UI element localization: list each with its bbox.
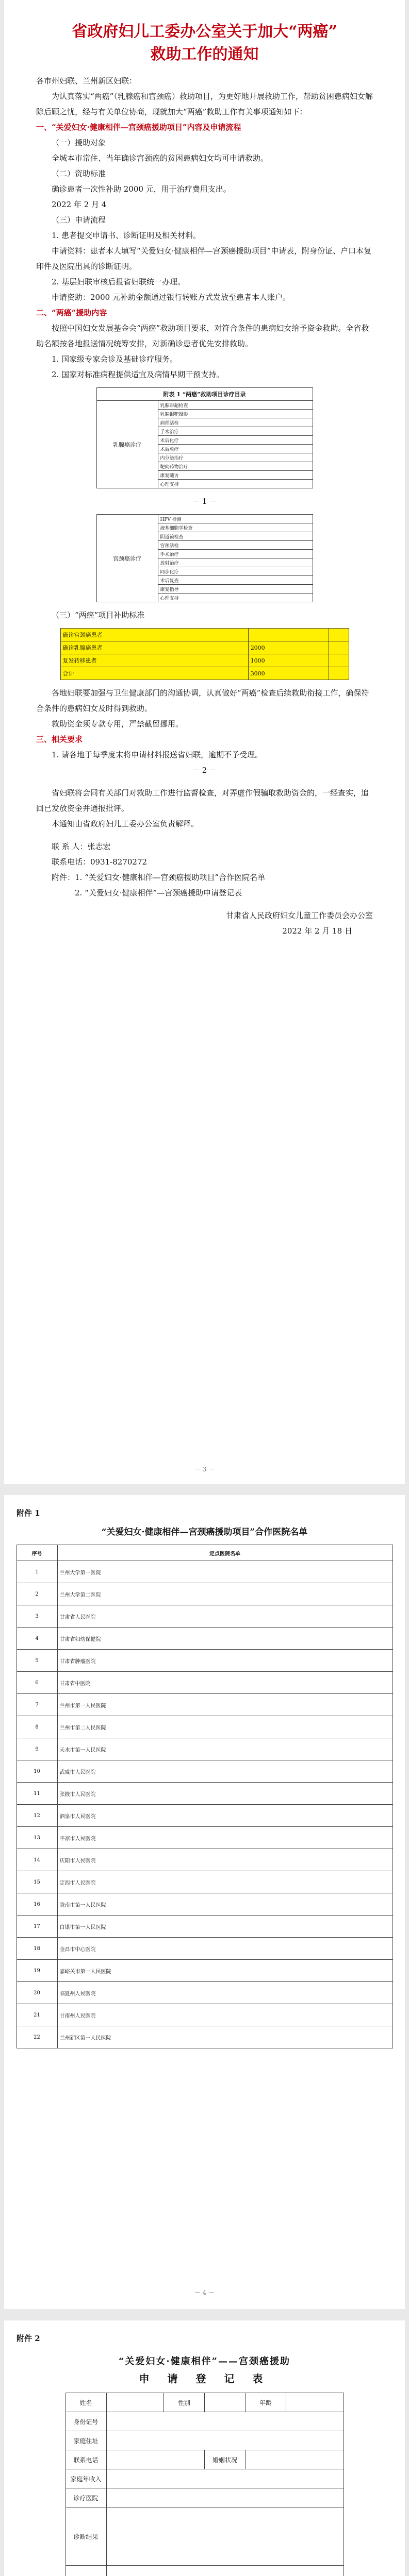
subheading: （三）“两癌”项目补助标准	[52, 611, 145, 620]
hospital-table	[17, 1545, 393, 2048]
table-cell: 心理支持	[158, 594, 313, 602]
table-cell: HPV 检测	[158, 515, 313, 523]
annex-label: 附件 2	[17, 2334, 40, 2343]
annex1-page	[4, 1495, 405, 2309]
table-cell: 酒泉市人民医院	[57, 1805, 392, 1827]
category-cell: 宫颈癌诊疗	[96, 515, 158, 602]
table-row: 17 白银市第一人民医院	[17, 1916, 392, 1938]
table-cell: 1000	[248, 654, 329, 667]
table-row: 19 嘉峪关市第一人民医院	[17, 1960, 392, 1982]
diagnosis-table	[96, 514, 313, 602]
table-cell	[329, 629, 349, 641]
phone-field[interactable]	[106, 2450, 205, 2469]
table-cell: 3000	[248, 667, 329, 680]
table-cell: 确诊乳腺癌患者	[60, 641, 248, 654]
field-label: 家庭年收入	[66, 2469, 106, 2488]
table-cell: 确诊宫颈癌患者	[60, 629, 248, 641]
income-field[interactable]	[106, 2469, 343, 2488]
field-label	[66, 2566, 106, 2576]
table-cell: 阴道镜检查	[158, 532, 313, 541]
paragraph: 按照中国妇女发展基金会“两癌”救助项目要求，对符合条件的患病妇女给予资金救助。全省救助名额按各地报送情况统筹安排，对新确诊患者优先安排救助。	[36, 324, 369, 348]
paragraph: 确诊患者一次性补助 2000 元，用于治疗费用支出。	[52, 184, 231, 194]
table-cell: 兰州大学第一医院	[57, 1561, 392, 1583]
table-cell: 同步化疗	[158, 567, 313, 576]
application-form	[66, 2393, 344, 2576]
attachment-2: 2. “关爱妇女·健康相伴”—宫颈癌援助申请登记表	[75, 888, 242, 897]
table-cell: 甘肃省肿瘤医院	[57, 1650, 392, 1672]
annex-label: 附件 1	[17, 1509, 40, 1518]
notice-title-line2: 救助工作的通知	[150, 45, 259, 63]
paragraph: 为认真落实“两癌”（乳腺癌和宫颈癌）救助项目，为更好地开展救助工作，帮助贫困患病妇女解除后顾之忧，经与有关单位协商，现就加大“两癌”救助工作有关事项通知如下：	[36, 92, 373, 116]
field-label: 身份证号	[66, 2412, 106, 2431]
table-cell: 乳腺钼靶摄影	[158, 410, 313, 418]
step-detail: 申请资料：患者本人填写“关爱妇女·健康相伴—宫颈癌援助项目”申请表，附身份证、户口本复印件及医院出具的诊断证明。	[36, 246, 372, 271]
table-cell	[248, 629, 329, 641]
list-item: 1. 请各地于每季度末将申请材料报送省妇联，逾期不予受理。	[52, 750, 263, 759]
table-cell: 术后化疗	[158, 436, 313, 445]
table-cell	[329, 667, 349, 680]
table-cell: 兰州大学第二医院	[57, 1583, 392, 1605]
page-number: － 1 －	[191, 497, 218, 506]
form-title: “关爱妇女·健康相伴”——宫颈癌援助	[119, 2356, 290, 2367]
step-detail: 申请资助：2000 元补助金额通过银行转账方式发放至患者本人账户。	[52, 293, 290, 302]
field-label: 婚姻状况	[205, 2450, 246, 2469]
table-cell: 心理支持	[158, 480, 313, 488]
field-label: 性别	[164, 2393, 205, 2412]
table-cell: 兰州市第一人民医院	[57, 1694, 392, 1716]
id-field[interactable]	[106, 2412, 343, 2431]
table-row: 20 临夏州人民医院	[17, 1982, 392, 2004]
table-row: 14 庆阳市人民医院	[17, 1849, 392, 1871]
page-number: － 2 －	[191, 766, 218, 775]
reason-field[interactable]	[106, 2566, 343, 2576]
section-title: 一、“关爱妇女·健康相伴—宫颈癌援助项目”内容及申请流程	[36, 123, 241, 132]
table-row: 22 兰州新区第一人民医院	[17, 2026, 392, 2048]
table-row: 15 定西市人民医院	[17, 1871, 392, 1893]
table-row: 21 甘南州人民医院	[17, 2004, 392, 2026]
gender-field[interactable]	[205, 2393, 246, 2412]
table-row: 4 甘肃省妇幼保健院	[17, 1628, 392, 1650]
field-label: 联系电话	[66, 2450, 106, 2469]
table-cell: 复发转移患者	[60, 654, 248, 667]
table-cell: 定西市人民医院	[57, 1871, 392, 1893]
table-row: 5 甘肃省肿瘤医院	[17, 1650, 392, 1672]
table-header: 序号	[17, 1545, 57, 1561]
step-text: 2. 基层妇联审核后报省妇联统一办理。	[52, 277, 186, 286]
table-cell: 内分泌治疗	[158, 453, 313, 462]
table-cell: 康复指导	[158, 585, 313, 594]
diagnosis-field[interactable]	[106, 2507, 343, 2566]
table-row: 1 兰州大学第一医院	[17, 1561, 392, 1583]
category-cell: 乳腺癌诊疗	[96, 401, 158, 488]
table-cell: 陇南市第一人民医院	[57, 1893, 392, 1916]
table-cell: 术后复查	[158, 576, 313, 585]
salutation: 各市州妇联、兰州新区妇联：	[36, 76, 137, 86]
notice-title-line1: 省政府妇儿工委办公室关于加大“两癌”	[72, 23, 337, 41]
table-cell: 康复随访	[158, 471, 313, 480]
address-field[interactable]	[106, 2431, 343, 2450]
list-item: 2. 国家对标准病程提供适宜及病情早期干预支持。	[52, 370, 224, 379]
paragraph: 救助资金须专款专用，严禁截留挪用。	[52, 719, 184, 728]
table-row: 8 兰州市第二人民医院	[17, 1716, 392, 1738]
table-cell: 甘南州人民医院	[57, 2004, 392, 2026]
table-cell: 金昌市中心医院	[57, 1938, 392, 1960]
notice-title	[4, 21, 405, 66]
contact-name: 联 系 人：张志宏	[52, 842, 111, 851]
field-label: 诊断结果	[66, 2507, 106, 2566]
table-cell: 病理活检	[158, 418, 313, 427]
table-cell: 手术治疗	[158, 427, 313, 436]
table-cell: 宫颈活检	[158, 541, 313, 550]
table-cell	[329, 641, 349, 654]
section-title: 三、相关要求	[36, 735, 83, 744]
signing-org: 甘肃省人民政府妇女儿童工作委员会办公室	[225, 911, 373, 920]
date-text: 2022 年 2 月 4	[52, 200, 107, 209]
table-cell: 张掖市人民医院	[57, 1783, 392, 1805]
field-label: 诊疗医院	[66, 2488, 106, 2507]
table-row: 3 甘肃省人民医院	[17, 1605, 392, 1628]
table-cell: 2000	[248, 641, 329, 654]
list-item: 1. 国家级专家会诊及基础诊疗服务。	[52, 354, 178, 364]
subheading: （二）资助标准	[52, 169, 106, 178]
table-row: 7 兰州市第一人民医院	[17, 1694, 392, 1716]
hospital-field[interactable]	[106, 2488, 343, 2507]
paragraph: 全城本市常住、当年确诊宫颈癌的贫困患病妇女均可申请救助。	[52, 154, 269, 163]
table-row: 6 甘肃省中医院	[17, 1672, 392, 1694]
table-cell: 液基细胞学检查	[158, 523, 313, 532]
contact-phone: 联系电话：0931-8270272	[52, 857, 148, 867]
table-cell: 靶向药物治疗	[158, 462, 313, 471]
attachment-1: 附件：1. “关爱妇女·健康相伴—宫颈癌援助项目”合作医院名单	[52, 873, 266, 882]
section-title: 二、“两癌”援助内容	[36, 308, 107, 317]
table-row: 9 天水市第一人民医院	[17, 1738, 392, 1760]
table-cell: 平凉市人民医院	[57, 1827, 392, 1849]
table-row: 18 金昌市中心医院	[17, 1938, 392, 1960]
field-label: 姓名	[66, 2393, 106, 2412]
subheading: （一）援助对象	[52, 138, 106, 147]
step-text: 1. 患者提交申请书、诊断证明及相关材料。	[52, 231, 201, 240]
table-row: 12 酒泉市人民医院	[17, 1805, 392, 1827]
table-cell: 天水市第一人民医院	[57, 1738, 392, 1760]
table-caption: 附表 1 “两癌”救助项目诊疗目录	[96, 388, 313, 401]
form-subtitle: 申 请 登 记 表	[139, 2372, 270, 2385]
table-cell: 临夏州人民医院	[57, 1982, 392, 2004]
subsidy-table	[60, 628, 349, 680]
page-number: － 4 －	[194, 2289, 215, 2296]
diagnosis-table	[96, 387, 313, 488]
annex-title: “关爱妇女·健康相伴—宫颈癌援助项目”合作医院名单	[101, 1527, 308, 1537]
name-field[interactable]	[106, 2393, 164, 2412]
table-cell: 甘肃省人民医院	[57, 1605, 392, 1628]
paragraph: 各地妇联要加强与卫生健康部门的沟通协调，认真做好“两癌”检查后续救助衔接工作，确保符合条件的患病妇女及时得到救助。	[36, 688, 369, 713]
table-row: 10 武威市人民医院	[17, 1760, 392, 1783]
notice-page	[4, 0, 405, 1484]
table-row: 16 陇南市第一人民医院	[17, 1893, 392, 1916]
table-cell	[329, 654, 349, 667]
table-header: 定点医院名单	[57, 1545, 392, 1561]
field-label: 家庭住址	[66, 2431, 106, 2450]
table-row: 11 张掖市人民医院	[17, 1783, 392, 1805]
table-cell: 乳腺彩超检查	[158, 401, 313, 410]
marital-field[interactable]	[246, 2450, 344, 2469]
table-cell: 武威市人民医院	[57, 1760, 392, 1783]
table-cell: 兰州市第二人民医院	[57, 1716, 392, 1738]
age-field[interactable]	[286, 2393, 344, 2412]
field-label: 年龄	[246, 2393, 286, 2412]
signing-date: 2022 年 2 月 18 日	[282, 926, 352, 936]
paragraph: 本通知由省政府妇儿工委办公室负责解释。	[52, 819, 199, 828]
table-cell: 甘肃省中医院	[57, 1672, 392, 1694]
annex2-page	[4, 2320, 405, 2576]
table-cell: 手术治疗	[158, 550, 313, 558]
table-cell: 放射治疗	[158, 558, 313, 567]
table-row: 13 平凉市人民医院	[17, 1827, 392, 1849]
table-cell: 合计	[60, 667, 248, 680]
subheading: （三）申请流程	[52, 215, 106, 225]
paragraph: 省妇联将会同有关部门对救助工作进行监督检查，对弄虚作假骗取救助资金的，一经查实，追回已发放资金并通报批评。	[36, 788, 369, 813]
table-cell: 术后放疗	[158, 445, 313, 453]
table-cell: 庆阳市人民医院	[57, 1849, 392, 1871]
table-cell: 甘肃省妇幼保健院	[57, 1628, 392, 1650]
table-cell: 兰州新区第一人民医院	[57, 2026, 392, 2048]
page-number: － 3 －	[194, 1466, 215, 1473]
table-cell: 嘉峪关市第一人民医院	[57, 1960, 392, 1982]
table-row: 2 兰州大学第二医院	[17, 1583, 392, 1605]
table-cell: 白银市第一人民医院	[57, 1916, 392, 1938]
